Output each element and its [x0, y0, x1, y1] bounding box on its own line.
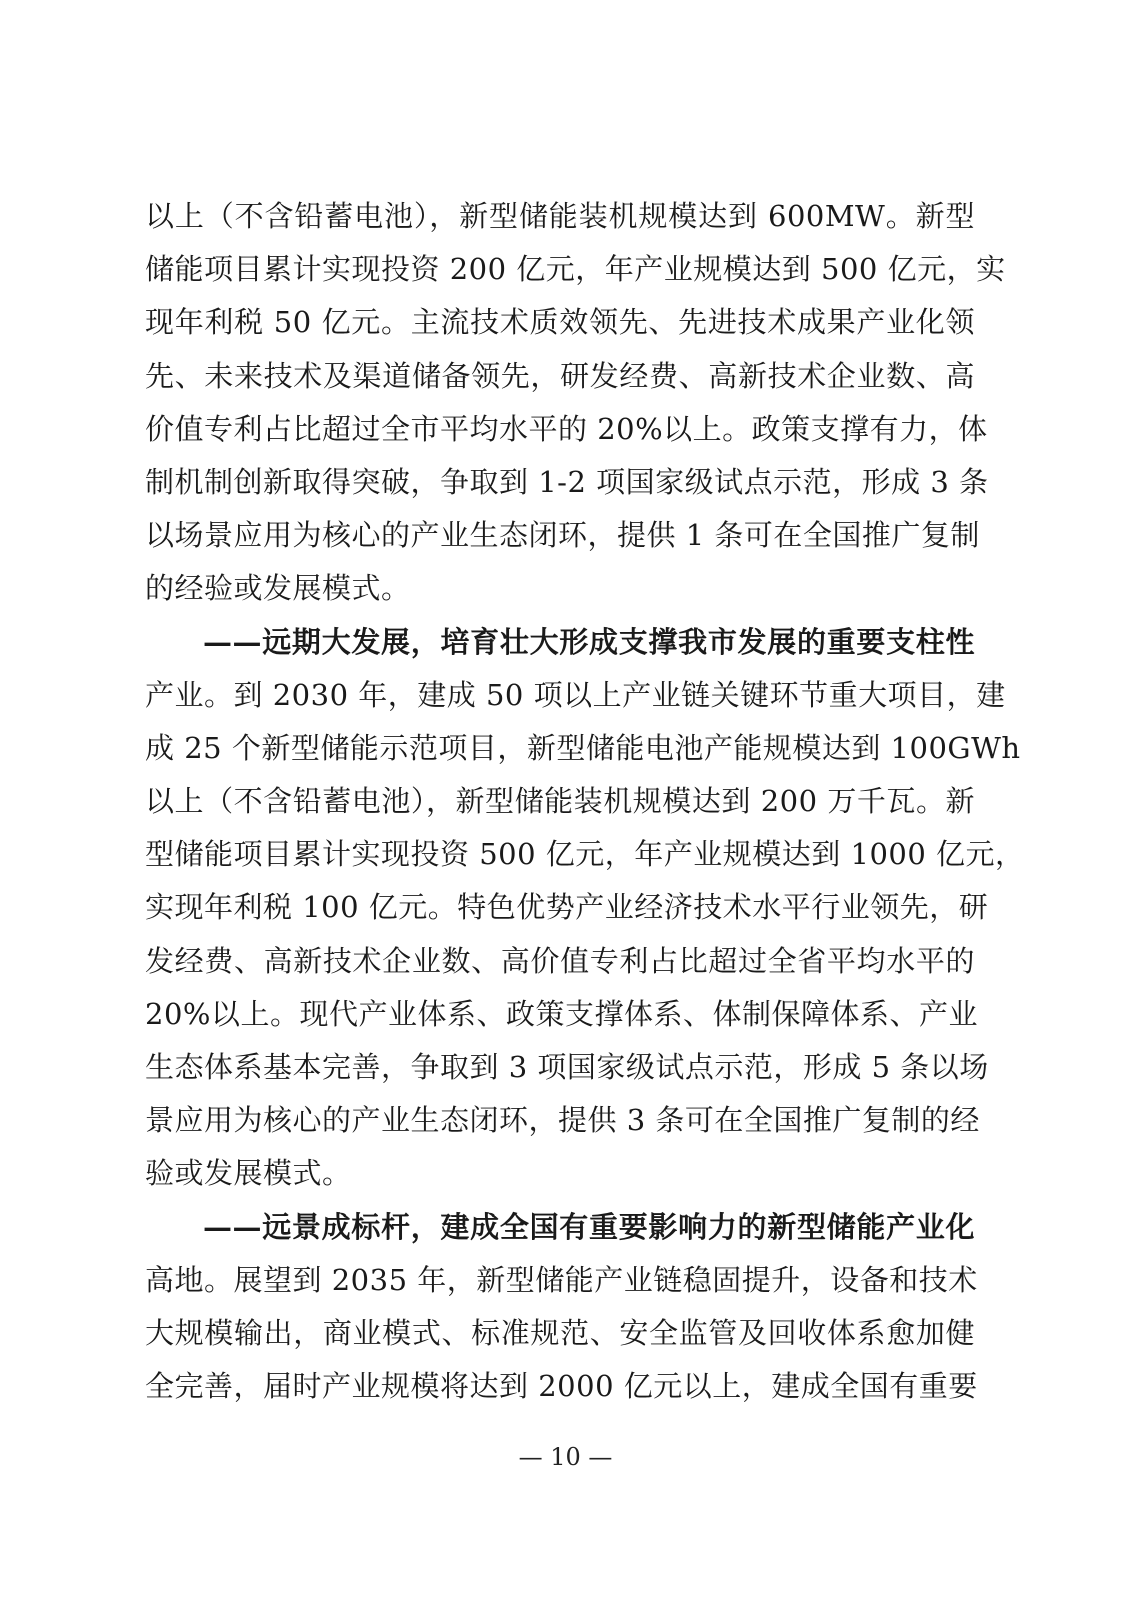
- text-line: 成 25 个新型储能示范项目，新型储能电池产能规模达到 100GWh: [145, 730, 1021, 765]
- body-text: [145, 190, 1025, 1413]
- text-line: 储能项目累计实现投资 200 亿元，年产业规模达到 500 亿元，实: [145, 252, 1006, 287]
- text-line: 产业。到 2030 年，建成 50 项以上产业链关键环节重大项目，建: [145, 677, 1006, 712]
- text-line: 大规模输出，商业模式、标准规范、安全监管及回收体系愈加健: [145, 1315, 975, 1350]
- paragraph-heading-vision: ——远景成标杆，建成全国有重要影响力的新型储能产业化: [203, 1209, 975, 1244]
- text-line: 20%以上。现代产业体系、政策支撑体系、体制保障体系、产业: [145, 996, 978, 1031]
- text-line: 价值专利占比超过全市平均水平的 20%以上。政策支撑有力，体: [145, 411, 988, 446]
- text-line: 型储能项目累计实现投资 500 亿元，年产业规模达到 1000 亿元，: [145, 837, 1025, 872]
- text-line: 发经费、高新技术企业数、高价值专利占比超过全省平均水平的: [145, 943, 975, 978]
- text-line: 以上（不含铅蓄电池），新型储能装机规模达到 200 万千瓦。新: [145, 784, 975, 819]
- text-line: 以上（不含铅蓄电池），新型储能装机规模达到 600MW。新型: [145, 199, 975, 233]
- text-line: 高地。展望到 2035 年，新型储能产业链稳固提升，设备和技术: [145, 1262, 978, 1297]
- text-line: 生态体系基本完善，争取到 3 项国家级试点示范，形成 5 条以场: [145, 1050, 989, 1084]
- text-line: 验或发展模式。: [145, 1156, 352, 1191]
- text-line: 现年利税 50 亿元。主流技术质效领先、先进技术成果产业化领: [145, 305, 975, 340]
- paragraph-heading-long-term: ——远期大发展，培育壮大形成支撑我市发展的重要支柱性: [203, 624, 975, 659]
- text-line: 以场景应用为核心的产业生态闭环，提供 1 条可在全国推广复制: [145, 518, 980, 553]
- text-line: 景应用为核心的产业生态闭环，提供 3 条可在全国推广复制的经: [145, 1103, 980, 1138]
- text-line: 实现年利税 100 亿元。特色优势产业经济技术水平行业领先，研: [145, 890, 989, 925]
- text-line: 全完善，届时产业规模将达到 2000 亿元以上，建成全国有重要: [145, 1369, 978, 1404]
- text-line: 的经验或发展模式。: [145, 571, 411, 606]
- text-line: 先、未来技术及渠道储备领先，研发经费、高新技术企业数、高: [145, 358, 975, 393]
- page-number: — 10 —: [518, 1443, 613, 1471]
- text-line: 制机制创新取得突破，争取到 1-2 项国家级试点示范，形成 3 条: [145, 464, 989, 499]
